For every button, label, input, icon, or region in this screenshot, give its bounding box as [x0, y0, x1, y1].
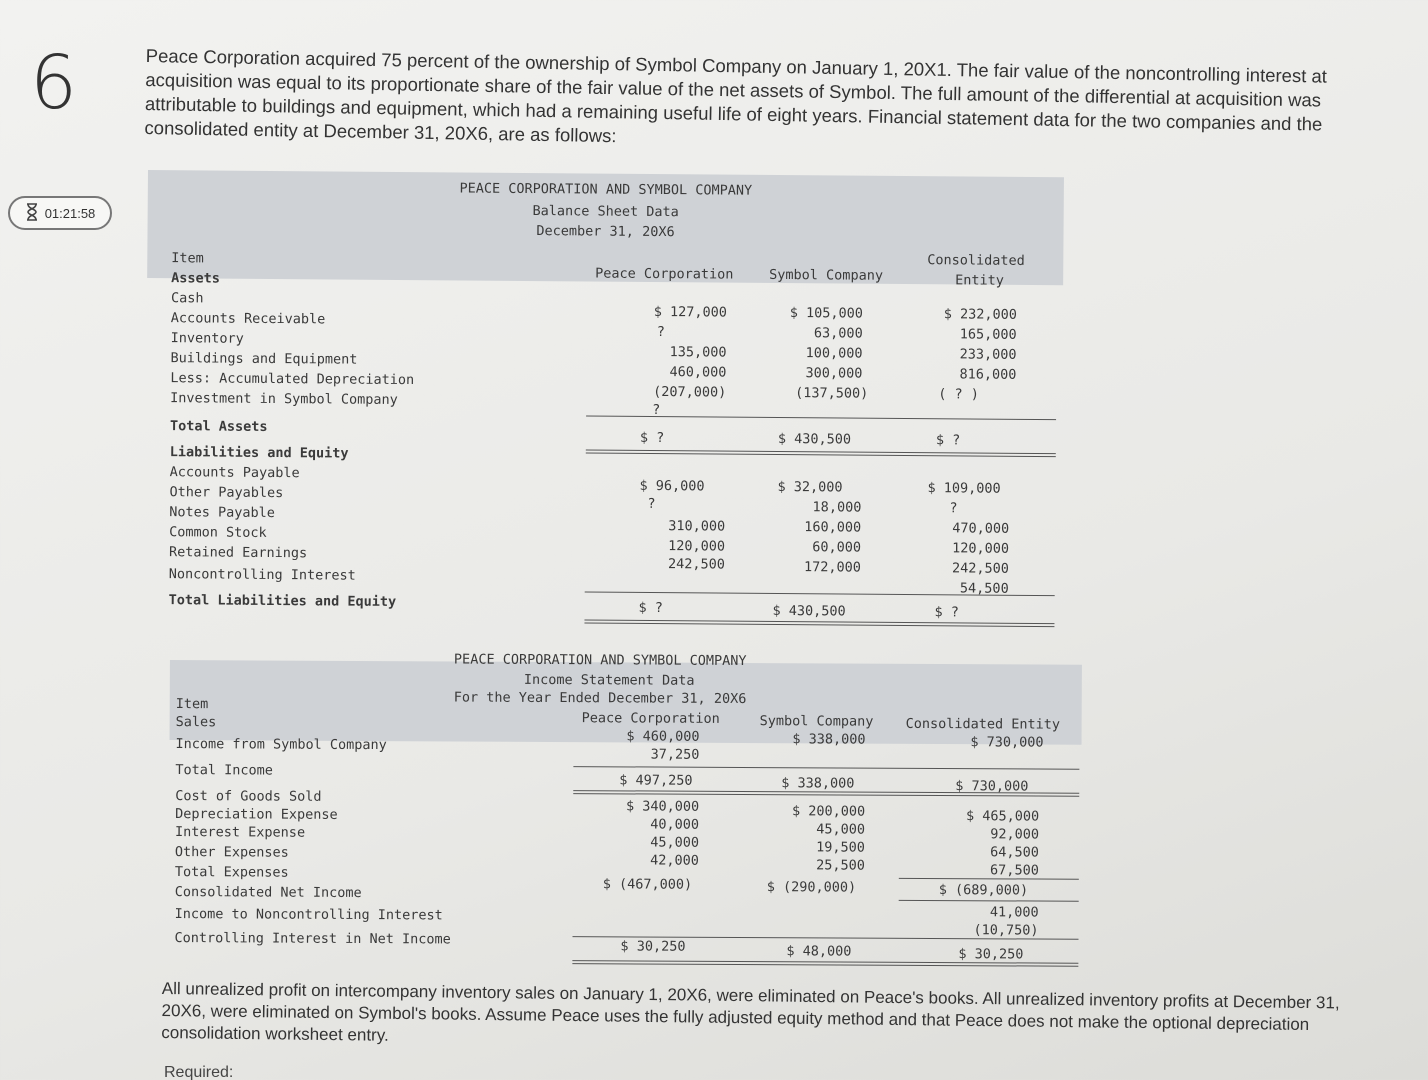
bs-cell: 135,000 — [669, 344, 727, 361]
bs-total-liab-label: Total Liabilities and Equity — [168, 592, 397, 610]
is-nci-label: Income to Noncontrolling Interest — [174, 906, 443, 924]
question-intro: Peace Corporation acquired 75 percent of the ownership of Symbol Company on January 1, 20X1. The fair value of the noncontrolling interest at acquisition was equal to its proportionate share of the fair value of the net assets of Symbol. The full amount of the differential at acquisition was attributable to buildings and equipment, which had a remaining useful life of eight years. Financial statement data for the two companies and the consolidated entity at December 31, 20X6, are as follows: — [144, 44, 1328, 147]
bs-col-consol-2: Entity — [955, 272, 1005, 289]
bs-row-label: Accounts Receivable — [170, 310, 326, 328]
is-total-income-label: Total Income — [175, 762, 273, 779]
bs-cell: 470,000 — [952, 520, 1010, 537]
bs-cell: 233,000 — [959, 346, 1017, 363]
bs-subtitle: Balance Sheet Data — [532, 203, 679, 221]
bs-row-label: Investment in Symbol Company — [170, 390, 398, 408]
is-cell: $ (689,000) — [938, 882, 1029, 899]
bs-cell: $ 96,000 — [639, 477, 705, 495]
is-row-label: Other Expenses — [174, 844, 289, 861]
is-row-label: Depreciation Expense — [175, 806, 338, 823]
income-statement-table — [168, 650, 1082, 975]
bs-cell: ? — [652, 401, 661, 419]
bs-cell: 120,000 — [952, 540, 1010, 557]
required-label: Required: — [164, 1064, 234, 1080]
bs-cell: 60,000 — [812, 539, 862, 556]
bs-row-label: Other Payables — [169, 484, 284, 502]
is-cell: $ 200,000 — [791, 803, 866, 820]
divider — [899, 878, 1079, 880]
is-cell: $ 730,000 — [955, 778, 1029, 795]
bs-row-label: Common Stock — [169, 524, 267, 541]
bs-cell: 100,000 — [805, 345, 863, 362]
bs-col-peace: Peace Corporation — [595, 265, 734, 283]
bs-date: December 31, 20X6 — [536, 223, 675, 241]
bs-cell: 120,000 — [668, 538, 726, 555]
bs-cell: $ 430,500 — [777, 430, 852, 448]
is-consol-ni-label: Consolidated Net Income — [174, 884, 362, 902]
bs-cell: $ ? — [639, 429, 665, 447]
bs-cell: $ 109,000 — [927, 480, 1001, 497]
bs-cell: ? — [647, 495, 656, 512]
bs-cell: $ ? — [638, 599, 664, 617]
is-cell: $ 340,000 — [625, 798, 700, 815]
balance-sheet-table — [144, 170, 1064, 639]
bs-cell: ? — [656, 324, 665, 341]
is-cell: 41,000 — [989, 904, 1039, 921]
is-col-symbol: Symbol Company — [759, 713, 874, 730]
is-subtitle: Income Statement Data — [523, 671, 695, 689]
bs-cell: 242,500 — [951, 560, 1009, 577]
bs-cell: (207,000) — [653, 383, 727, 401]
is-cell: 64,500 — [990, 844, 1039, 861]
bs-cell: 160,000 — [804, 519, 862, 536]
bs-cell: 300,000 — [805, 365, 863, 382]
hourglass-icon — [25, 203, 39, 224]
is-total-expenses-label: Total Expenses — [174, 864, 289, 881]
bs-row-label: Notes Payable — [169, 504, 276, 522]
bs-cell: 165,000 — [959, 326, 1017, 343]
is-cell: $ (467,000) — [602, 876, 693, 893]
is-row-label: Interest Expense — [175, 824, 306, 841]
bs-cell: $ ? — [934, 604, 960, 621]
bs-cell: $ 105,000 — [789, 305, 863, 322]
bs-cell: 18,000 — [812, 499, 862, 516]
is-cell: 92,000 — [990, 826, 1040, 843]
is-cell: $ 30,250 — [620, 938, 686, 955]
is-cell: 45,000 — [816, 821, 866, 838]
bs-cell: ( ? ) — [938, 386, 979, 403]
is-cell: 40,000 — [650, 816, 700, 833]
timer-value: 01:21:58 — [44, 205, 96, 221]
bs-cell: 242,500 — [667, 556, 725, 573]
question-number: 6 — [30, 40, 78, 126]
is-col-item: Item — [175, 696, 209, 713]
is-cell: $ 338,000 — [792, 731, 866, 748]
bs-cell: $ 127,000 — [653, 303, 727, 321]
bs-title: PEACE CORPORATION AND SYMBOL COMPANY — [459, 180, 753, 199]
bs-liab-heading: Liabilities and Equity — [169, 444, 349, 462]
is-cell: $ 48,000 — [786, 943, 852, 960]
bs-row-label: Less: Accumulated Depreciation — [170, 370, 415, 389]
double-divider — [584, 619, 1054, 627]
is-cell: 42,000 — [650, 852, 699, 869]
is-row-label: Sales — [175, 714, 217, 731]
bs-cell: 54,500 — [959, 580, 1009, 597]
bs-cell: ? — [949, 500, 958, 517]
is-cell: $ 497,250 — [619, 772, 693, 789]
is-cell: $ 460,000 — [626, 728, 700, 745]
question-notes: All unrealized profit on intercompany inventory sales on January 1, 20X6, were eliminated on Peace's books. All unrealized inventory profits at December 31, 20X6, were eliminated on Symbol's books. Assume Peace uses the fully adjusted equity method and that Peace does not make the optional depreciation consolidation worksheet entry. — [161, 978, 1340, 1045]
bs-cell: 172,000 — [803, 559, 861, 576]
is-cell: 67,500 — [990, 862, 1039, 879]
is-cell: $ 30,250 — [958, 946, 1024, 963]
bs-cell: 460,000 — [669, 364, 727, 381]
bs-col-item: Item — [171, 250, 204, 267]
is-cell: $ (290,000) — [766, 879, 857, 896]
is-period: For the Year Ended December 31, 20X6 — [453, 689, 747, 708]
is-row-label: Cost of Goods Sold — [175, 788, 322, 805]
is-cell: $ 465,000 — [965, 808, 1040, 825]
is-cell: $ 730,000 — [970, 734, 1044, 751]
is-col-consol: Consolidated Entity — [905, 715, 1061, 733]
bs-col-symbol: Symbol Company — [769, 266, 884, 284]
bs-row-label: Retained Earnings — [168, 544, 308, 562]
bs-cell: 816,000 — [959, 366, 1017, 383]
bs-cell: (137,500) — [795, 385, 869, 402]
bs-row-label: Inventory — [170, 330, 244, 347]
is-col-peace: Peace Corporation — [581, 710, 720, 727]
is-cell: 45,000 — [650, 834, 700, 851]
bs-row-label: Accounts Payable — [169, 464, 300, 482]
divider — [573, 766, 1079, 770]
is-cell: 37,250 — [650, 746, 700, 763]
is-ci-label: Controlling Interest in Net Income — [174, 930, 451, 948]
is-cell: 19,500 — [816, 839, 866, 856]
is-row-label: Income from Symbol Company — [175, 736, 387, 754]
bs-cell: 63,000 — [813, 325, 863, 342]
is-cell: 25,500 — [816, 857, 865, 874]
bs-row-label: Buildings and Equipment — [170, 350, 358, 368]
bs-row-label: Noncontrolling Interest — [168, 566, 356, 584]
bs-cell: $ ? — [935, 432, 961, 449]
divider — [899, 900, 1079, 902]
timer-badge[interactable] — [8, 196, 112, 230]
bs-cell: $ 430,500 — [772, 602, 846, 620]
bs-assets-heading: Assets — [171, 270, 220, 287]
double-divider — [586, 449, 1056, 457]
bs-col-consol-1: Consolidated — [927, 252, 1025, 269]
bs-cell: 310,000 — [668, 518, 726, 535]
bs-cell: $ 232,000 — [943, 306, 1017, 323]
is-title: PEACE CORPORATION AND SYMBOL COMPANY — [453, 651, 747, 670]
bs-total-assets-label: Total Assets — [169, 418, 268, 435]
is-cell: (10,750) — [973, 922, 1039, 939]
is-cell: $ 338,000 — [781, 775, 855, 792]
bs-cell: $ 32,000 — [777, 478, 843, 496]
bs-row-label: Cash — [170, 290, 204, 307]
